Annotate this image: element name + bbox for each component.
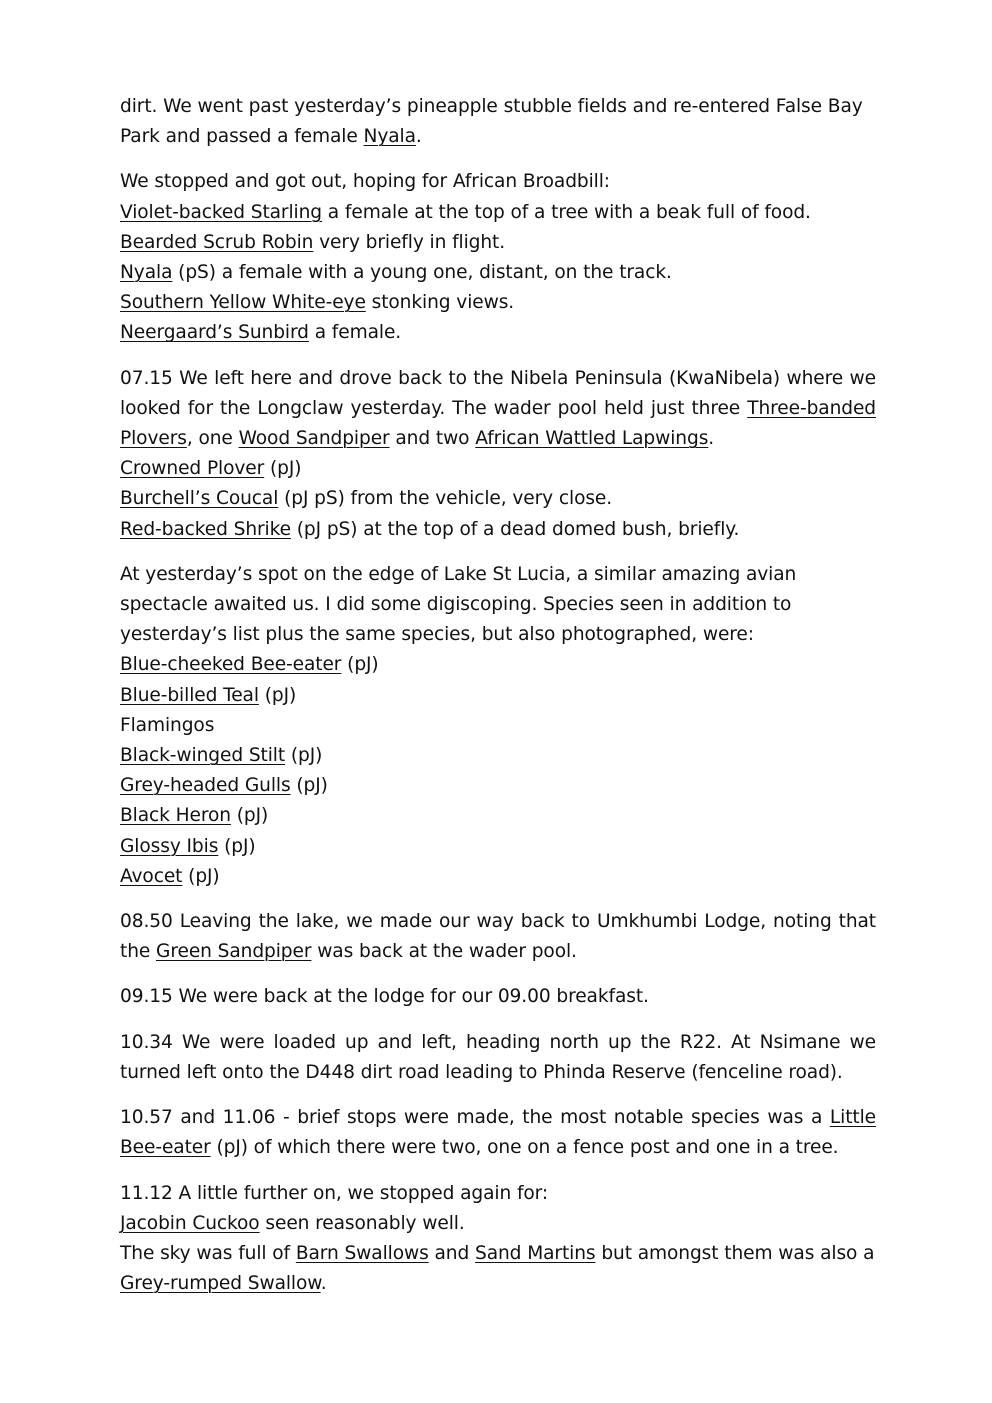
species-note: very briefly in flight. — [313, 231, 506, 253]
text: 07.15 We left here and drove back to the Nibela Peninsula (KwaNibela) where we looked for the Longclaw yesterday. The wader pool held just three — [120, 367, 876, 419]
species-name: Little Bee-eater — [120, 1107, 876, 1159]
species-entry — [120, 681, 876, 711]
paragraph-body: At yesterday’s spot on the edge of Lake St Lucia, a similar amazing avian spectacle awaited us. I did some digiscoping. Species seen in addition to yesterday’s list plus the same species, but also photographed, were: — [120, 563, 797, 646]
paragraph-intro: We stopped and got out, hoping for African Broadbill: — [120, 171, 610, 193]
species-entry — [120, 801, 876, 831]
species-name: Nyala — [120, 262, 173, 284]
species-note: (pJ) — [285, 745, 323, 767]
species-entry — [120, 832, 876, 862]
species-entry — [120, 1209, 876, 1239]
paragraph-body — [120, 364, 876, 455]
species-note: (pJ pS) at the top of a dead domed bush, briefly. — [290, 518, 740, 540]
species-name: Neergaard’s Sunbird — [120, 322, 309, 344]
species-name: Nyala — [363, 126, 416, 148]
paragraph-brief-stops — [120, 1103, 876, 1163]
species-name: Jacobin Cuckoo — [120, 1212, 260, 1234]
species-entry — [120, 258, 876, 288]
species-entry — [120, 862, 876, 892]
species-entry — [120, 650, 876, 680]
species-name: Sand Martins — [475, 1242, 596, 1264]
species-note: (pJ) — [264, 458, 302, 480]
text: . — [415, 126, 422, 148]
species-name: Barn Swallows — [295, 1242, 429, 1264]
text: , one — [186, 428, 239, 450]
paragraph-lake-st-lucia — [120, 560, 876, 892]
text: and two — [389, 428, 476, 450]
species-note: (pJ) — [218, 835, 256, 857]
text: dirt. We went past yesterday’s pineapple stubble fields and re-entered False Bay Park and passed a female — [120, 96, 863, 148]
species-note: (pJ) — [341, 654, 379, 676]
paragraph-leaving-lake — [120, 907, 876, 967]
species-note: stonking views. — [365, 292, 515, 314]
species-name: Burchell’s Coucal — [120, 488, 279, 510]
paragraph-r22: 10.34 We were loaded up and left, heading north up the R22. At Nsimane we turned left onto the D448 dirt road leading to Phinda Reserve (fenceline road). — [120, 1031, 876, 1083]
paragraph-broadbill-stop — [120, 167, 876, 348]
text: (pJ) of which there were two, one on a fence post and one in a tree. — [210, 1137, 839, 1159]
species-note: (pJ pS) from the vehicle, very close. — [278, 488, 613, 510]
species-name: Bearded Scrub Robin — [120, 231, 314, 253]
text: but amongst them was also a — [595, 1242, 875, 1264]
species-entry — [120, 484, 876, 514]
species-entry — [120, 741, 876, 771]
species-name: Blue-billed Teal — [120, 684, 259, 706]
text: 08.50 Leaving the lake, we made our way back to Umkhumbi Lodge, noting that the — [120, 911, 876, 963]
species-name: Violet-backed Starling — [120, 201, 322, 223]
species-entry — [120, 228, 876, 258]
species-note: a female. — [308, 322, 402, 344]
species-name: Red-backed Shrike — [120, 518, 291, 540]
species-note: (pJ) — [182, 865, 220, 887]
text: and — [428, 1242, 475, 1264]
paragraph-breakfast: 09.15 We were back at the lodge for our 09.00 breakfast. — [120, 986, 649, 1008]
species-name: Crowned Plover — [120, 458, 265, 480]
species-name: Three-banded Plovers — [120, 397, 876, 450]
species-name: Black Heron — [120, 805, 231, 827]
paragraph-nibela — [120, 364, 876, 545]
document-page — [120, 92, 876, 1314]
species-name: Black-winged Stilt — [120, 745, 286, 767]
paragraph-false-bay — [120, 92, 876, 152]
species-entry — [120, 198, 876, 228]
species-note: (pJ) — [258, 684, 297, 706]
species-entry — [120, 318, 876, 348]
species-note: (pJ) — [290, 775, 328, 797]
species-name: Avocet — [120, 865, 183, 887]
species-name: Blue-cheeked Bee-eater — [120, 654, 342, 676]
paragraph-intro: 11.12 A little further on, we stopped again for: — [120, 1182, 549, 1204]
species-note: (pS) a female with a young one, distant, on the track. — [172, 262, 672, 284]
species-entry-plain: Flamingos — [120, 714, 215, 736]
species-name: Grey-rumped Swallow — [120, 1273, 321, 1295]
text: . — [708, 428, 715, 450]
text: . — [320, 1273, 327, 1295]
text: The sky was full of — [120, 1242, 296, 1264]
species-entry — [120, 288, 876, 318]
paragraph-body — [120, 1239, 876, 1299]
species-name: Southern Yellow White-eye — [120, 292, 366, 314]
species-note: a female at the top of a tree with a beak full of food. — [322, 201, 811, 223]
text: was back at the wader pool. — [311, 941, 577, 963]
species-name: Glossy Ibis — [120, 835, 219, 857]
species-note: seen reasonably well. — [259, 1212, 465, 1234]
species-name: Grey-headed Gulls — [120, 775, 291, 797]
species-entry — [120, 515, 876, 545]
species-entry — [120, 454, 876, 484]
species-name: African Wattled Lapwings — [475, 428, 709, 450]
species-entry — [120, 771, 876, 801]
paragraph-further-stop — [120, 1179, 876, 1300]
species-name: Wood Sandpiper — [238, 428, 390, 450]
species-note: (pJ) — [230, 805, 269, 827]
text: 10.57 and 11.06 - brief stops were made, the most notable species was a — [120, 1107, 830, 1129]
species-name: Green Sandpiper — [156, 941, 312, 963]
